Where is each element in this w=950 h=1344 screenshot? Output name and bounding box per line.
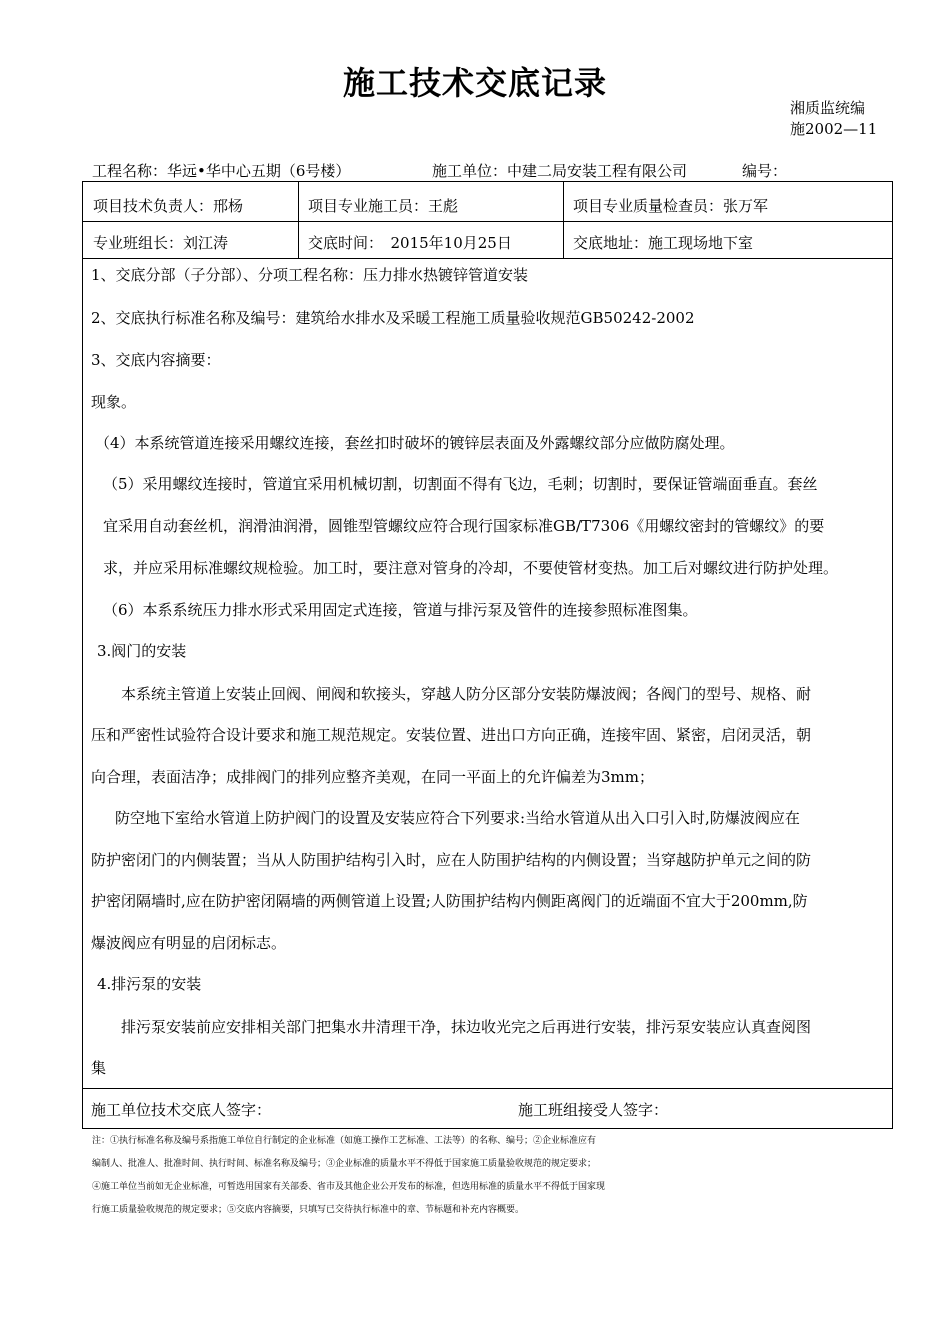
row-divider <box>83 258 892 259</box>
signature-technician-label: 施工单位技术交底人签字： <box>91 1101 272 1119</box>
content-line: 排污泵安装前应安排相关部门把集水井清理干净，抹边收光完之后再进行安装，排污泵安装应认真查阅图 <box>121 1018 812 1036</box>
content-line: 爆波阀应有明显的启闭标志。 <box>91 934 287 952</box>
document-number: 编号： <box>742 162 788 180</box>
content-line: 压和严密性试验符合设计要求和施工规范规定。安装位置、进出口方向正确，连接牢固、紧密，启闭灵活，朝 <box>91 726 812 744</box>
footnote-line: ④施工单位当前如无企业标准，可暂选用国家有关部委、省市及其他企业公开发布的标准，但选用标准的质量水平不得低于国家现 <box>92 1182 606 1192</box>
team-leader-cell: 专业班组长：刘江涛 <box>93 234 229 252</box>
content-line: 防护密闭门的内侧装置；当从人防围护结构引入时，应在人防围护结构的内侧设置；当穿越防护单元之间的防 <box>91 851 812 869</box>
section-heading: 4.排污泵的安装 <box>97 975 202 993</box>
page-title: 施工技术交底记录 <box>342 64 607 102</box>
content-line: 求，并应采用标准螺纹规检验。加工时，要注意对管身的冷却，不要使管材变热。加工后对螺纹进行防护处理。 <box>103 559 839 577</box>
footnote-line: 注：①执行标准名称及编号系指施工单位自行制定的企业标准（如施工操作工艺标准、工法等）的名称、编号；②企业标准应有 <box>92 1136 597 1146</box>
tech-lead-cell: 项目技术负责人：邢杨 <box>93 197 244 215</box>
content-line: 3、交底内容摘要： <box>91 351 221 369</box>
form-code-line1: 湘质监统编 <box>790 99 866 117</box>
footnote-line: 行施工质量验收规范的规定要求；⑤交底内容摘要，只填写已交待执行标准中的章、节标题和补充内容概要。 <box>92 1205 525 1215</box>
quality-inspector-cell: 项目专业质量检查员：张万军 <box>573 197 769 215</box>
content-line: 护密闭隔墙时,应在防护密闭隔墙的两侧管道上设置;人防围护结构内侧距离阀门的近端面不宜大于200mm,防 <box>91 892 808 910</box>
content-line: （4）本系统管道连接采用螺纹连接，套丝扣时破坏的镀锌层表面及外露螺纹部分应做防腐处理。 <box>95 434 735 452</box>
content-line: （6）本系系统压力排水形式采用固定式连接，管道与排污泵及管件的连接参照标准图集。 <box>103 601 698 619</box>
content-line: 2、交底执行标准名称及编号：建筑给水排水及采暖工程施工质量验收规范GB50242-2002 <box>91 309 695 327</box>
content-line: 向合理，表面洁净；成排阀门的排列应整齐美观，在同一平面上的允许偏差为3mm； <box>91 768 654 786</box>
content-line: （5）采用螺纹连接时，管道宜采用机械切割，切割面不得有飞边，毛刺；切割时，要保证管端面垂直。套丝 <box>103 475 818 493</box>
construction-unit: 施工单位：中建二局安装工程有限公司 <box>432 162 688 180</box>
content-line: 集 <box>91 1059 107 1077</box>
project-name: 工程名称：华远•华中心五期（6号楼） <box>92 162 351 180</box>
content-line: 1、交底分部（子分部）、分项工程名称：压力排水热镀锌管道安装 <box>91 266 529 284</box>
form-code <box>790 98 877 140</box>
location-cell: 交底地址：施工现场地下室 <box>573 234 754 252</box>
signature-receiver-label: 施工班组接受人签字： <box>518 1101 669 1119</box>
content-line: 防空地下室给水管道上防护阀门的设置及安装应符合下列要求:当给水管道从出入口引入时,防爆波阀应在 <box>115 809 800 827</box>
footnotes <box>92 1130 902 1222</box>
footnote-line: 编制人、批准人、批准时间、执行时间、标准名称及编号；③企业标准的质量水平不得低于国家施工质量验收规范的规定要求； <box>92 1159 597 1169</box>
handover-record-table <box>82 181 893 1129</box>
content-line: 本系统主管道上安装止回阀、闸阀和软接头，穿越人防分区部分安装防爆波阀；各阀门的型号、规格、耐 <box>121 685 812 703</box>
constructor-cell: 项目专业施工员：王彪 <box>308 197 459 215</box>
content-line: 现象。 <box>91 393 137 411</box>
section-heading: 3.阀门的安装 <box>97 642 187 660</box>
form-code-line2: 施2002—11 <box>790 120 878 138</box>
column-divider <box>298 182 299 258</box>
signature-divider <box>83 1088 892 1089</box>
column-divider <box>563 182 564 258</box>
row-divider <box>83 221 892 222</box>
handover-time-cell: 交底时间： 2015年10月25日 <box>308 234 512 252</box>
content-line: 宜采用自动套丝机，润滑油润滑，圆锥型管螺纹应符合现行国家标准GB/T7306《用螺纹密封的管螺纹》的要 <box>103 517 825 535</box>
